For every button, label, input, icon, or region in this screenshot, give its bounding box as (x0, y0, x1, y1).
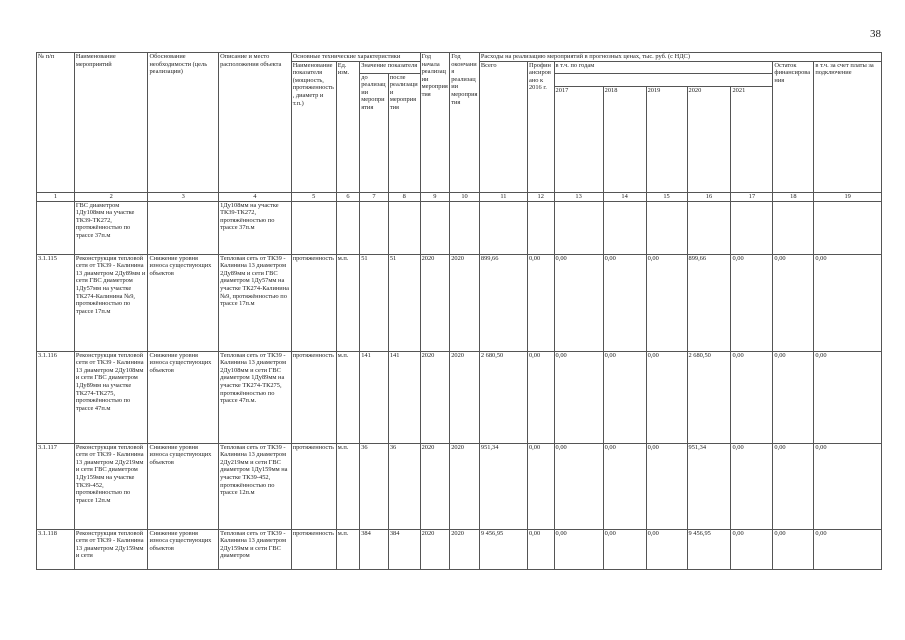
row-before: 51 (360, 254, 389, 351)
header-funded: Профинансировано к 2016 г. (527, 61, 554, 192)
header-tech-chars: Основные технические характеристики (291, 53, 420, 62)
row-no (37, 201, 75, 254)
row-name: ГВС диаметром 1Ду108мм на участке ТК39-ТК272, протяжённостью по трассе 37п.м (74, 201, 148, 254)
col-number: 9 (420, 192, 450, 201)
col-number: 3 (148, 192, 219, 201)
row-2018: 0,00 (603, 254, 646, 351)
row-unit (336, 201, 360, 254)
row-start (420, 201, 450, 254)
row-funded: 0,00 (527, 351, 554, 443)
col-number: 12 (527, 192, 554, 201)
row-fee (814, 201, 882, 254)
row-unit: м.п. (336, 254, 360, 351)
row-2019 (646, 201, 687, 254)
header-year-2018: 2018 (603, 86, 646, 192)
row-fee: 0,00 (814, 254, 882, 351)
col-number: 10 (450, 192, 480, 201)
row-2020: 2 680,50 (687, 351, 731, 443)
row-remaining: 0,00 (773, 254, 814, 351)
header-unit: Ед. изм. (336, 61, 360, 192)
table-row (37, 351, 882, 443)
row-end: 2020 (450, 529, 480, 569)
row-funded (527, 201, 554, 254)
row-param: протяженность (291, 351, 336, 443)
row-name: Реконструкция тепловой сети от ТК39 - Калинина 13 диаметром 2Ду159мм и сети (74, 529, 148, 569)
row-no: 3.1.118 (37, 529, 75, 569)
row-total: 951,34 (479, 443, 527, 529)
col-number: 17 (731, 192, 773, 201)
row-funded: 0,00 (527, 529, 554, 569)
row-description: Тепловая сеть от ТК39 - Калинина 13 диаметром 2Ду219мм и сети ГВС диаметром 1Ду159мм на участке ТК39-452, протяжённостью по трассе 12п.м (219, 443, 292, 529)
row-2021: 0,00 (731, 529, 773, 569)
row-end: 2020 (450, 443, 480, 529)
col-number: 5 (291, 192, 336, 201)
row-end: 2020 (450, 351, 480, 443)
header-year-2017: 2017 (554, 86, 603, 192)
row-param: протяженность (291, 443, 336, 529)
row-end (450, 201, 480, 254)
col-number: 7 (360, 192, 389, 201)
col-number: 6 (336, 192, 360, 201)
col-number: 19 (814, 192, 882, 201)
row-2017: 0,00 (554, 254, 603, 351)
row-after: 384 (388, 529, 420, 569)
col-number: 11 (479, 192, 527, 201)
row-total: 9 456,95 (479, 529, 527, 569)
row-2018: 0,00 (603, 443, 646, 529)
investment-table (36, 52, 882, 570)
row-no: 3.1.116 (37, 351, 75, 443)
row-start: 2020 (420, 529, 450, 569)
row-after: 51 (388, 254, 420, 351)
row-2020: 899,66 (687, 254, 731, 351)
row-2021: 0,00 (731, 351, 773, 443)
row-2017: 0,00 (554, 351, 603, 443)
header-no: № п/п (37, 53, 75, 193)
header-unit-name: Наименование показателя (мощность, протяженность, диаметр и т.п.) (291, 61, 336, 192)
row-remaining: 0,00 (773, 443, 814, 529)
table-row (37, 201, 882, 254)
row-2019: 0,00 (646, 351, 687, 443)
row-total (479, 201, 527, 254)
row-remaining: 0,00 (773, 351, 814, 443)
row-unit: м.п. (336, 351, 360, 443)
row-name: Реконструкция тепловой сети от ТК39 - Калинина 13 диаметром 2Ду108мм и сети ГВС диаметром 1Ду89мм на участке ТК274-ТК275, протяжённостью по трассе 47п.м (74, 351, 148, 443)
row-name: Реконструкция тепловой сети от ТК39 - Калинина 13 диаметром 2Ду219мм и сети ГВС диаметром 1Ду159мм на участке ТК39-452, протяжённостью по трассе 12п.м (74, 443, 148, 529)
row-2019: 0,00 (646, 254, 687, 351)
row-start: 2020 (420, 443, 450, 529)
header-years-spacer (554, 73, 773, 86)
row-fee: 0,00 (814, 529, 882, 569)
row-description: Тепловая сеть от ТК39 - Калинина 13 диаметром 2Ду89мм и сети ГВС диаметром 1Ду57мм на участке ТК274-Калинина №9, протяжённостью по трассе 17п.м (219, 254, 292, 351)
row-2018 (603, 201, 646, 254)
row-total: 2 680,50 (479, 351, 527, 443)
row-2017: 0,00 (554, 529, 603, 569)
row-start: 2020 (420, 351, 450, 443)
row-2020: 9 456,95 (687, 529, 731, 569)
table-row (37, 254, 882, 351)
col-number: 13 (554, 192, 603, 201)
col-number: 2 (74, 192, 148, 201)
row-justification: Снижение уровня износа существующих объектов (148, 351, 219, 443)
row-start: 2020 (420, 254, 450, 351)
col-number: 14 (603, 192, 646, 201)
row-after: 36 (388, 443, 420, 529)
row-2017 (554, 201, 603, 254)
header-justification: Обоснование необходимости (цель реализации) (148, 53, 219, 193)
row-2019: 0,00 (646, 443, 687, 529)
row-unit: м.п. (336, 529, 360, 569)
header-value: Значение показателя (360, 61, 420, 73)
header-before: до реализации мероприятия (360, 73, 389, 192)
row-remaining (773, 201, 814, 254)
col-number: 18 (773, 192, 814, 201)
row-2020 (687, 201, 731, 254)
row-no: 3.1.117 (37, 443, 75, 529)
row-funded: 0,00 (527, 443, 554, 529)
row-total: 899,66 (479, 254, 527, 351)
row-remaining: 0,00 (773, 529, 814, 569)
row-fee: 0,00 (814, 351, 882, 443)
row-param (291, 201, 336, 254)
header-year-end: Год окончания реализации мероприятия (450, 53, 480, 193)
header-description: Описание и место расположения объекта (219, 53, 292, 193)
header-total: Всего (479, 61, 527, 192)
header-costs: Расходы на реализацию мероприятий в прогнозных ценах, тыс. руб. (с НДС) (479, 53, 881, 62)
row-unit: м.п. (336, 443, 360, 529)
row-before (360, 201, 389, 254)
row-description: 1Ду108мм на участке ТК39-ТК272, протяжённостью по трассе 37п.м (219, 201, 292, 254)
row-justification: Снижение уровня износа существующих объектов (148, 254, 219, 351)
col-number: 15 (646, 192, 687, 201)
col-number: 16 (687, 192, 731, 201)
row-after (388, 201, 420, 254)
row-2019: 0,00 (646, 529, 687, 569)
col-number: 8 (388, 192, 420, 201)
row-2018: 0,00 (603, 351, 646, 443)
row-name: Реконструкция тепловой сети от ТК39 - Калинина 13 диаметром 2Ду89мм и сети ГВС диаметром 1Ду57мм на участке ТК274-Калинина №9, протяжённостью по трассе 17п.м (74, 254, 148, 351)
header-incl-fee: в т.ч. за счет платы за подключение (814, 61, 882, 192)
row-justification: Снижение уровня износа существующих объектов (148, 529, 219, 569)
header-year-2019: 2019 (646, 86, 687, 192)
row-before: 141 (360, 351, 389, 443)
row-justification: Снижение уровня износа существующих объектов (148, 443, 219, 529)
row-2018: 0,00 (603, 529, 646, 569)
row-end: 2020 (450, 254, 480, 351)
row-2017: 0,00 (554, 443, 603, 529)
table-row (37, 529, 882, 569)
row-fee: 0,00 (814, 443, 882, 529)
row-description: Тепловая сеть от ТК39 - Калинина 13 диаметром 2Ду159мм и сети ГВС диаметром (219, 529, 292, 569)
header-remaining: Остаток финансирования (773, 61, 814, 192)
col-number: 4 (219, 192, 292, 201)
row-after: 141 (388, 351, 420, 443)
row-2020: 951,34 (687, 443, 731, 529)
row-justification (148, 201, 219, 254)
row-2021: 0,00 (731, 254, 773, 351)
col-number: 1 (37, 192, 75, 201)
page-number: 38 (870, 28, 881, 40)
header-year-2020: 2020 (687, 86, 731, 192)
row-description: Тепловая сеть от ТК39 - Калинина 13 диаметром 2Ду108мм и сети ГВС диаметром 1Ду89мм на участке ТК274-ТК275, протяжённостью по трассе 47п.м. (219, 351, 292, 443)
row-2021 (731, 201, 773, 254)
column-number-row (37, 192, 882, 201)
row-before: 384 (360, 529, 389, 569)
header-by-years: в т.ч. по годам (554, 61, 773, 73)
row-param: протяженность (291, 529, 336, 569)
row-before: 36 (360, 443, 389, 529)
row-no: 3.1.115 (37, 254, 75, 351)
header-name: Наименование мероприятий (74, 53, 148, 193)
row-param: протяженность (291, 254, 336, 351)
row-2021: 0,00 (731, 443, 773, 529)
header-after: после реализации мероприятия (388, 73, 420, 192)
header-year-2021: 2021 (731, 86, 773, 192)
table-row (37, 443, 882, 529)
row-funded: 0,00 (527, 254, 554, 351)
header-year-start: Год начала реализации мероприятия (420, 53, 450, 193)
